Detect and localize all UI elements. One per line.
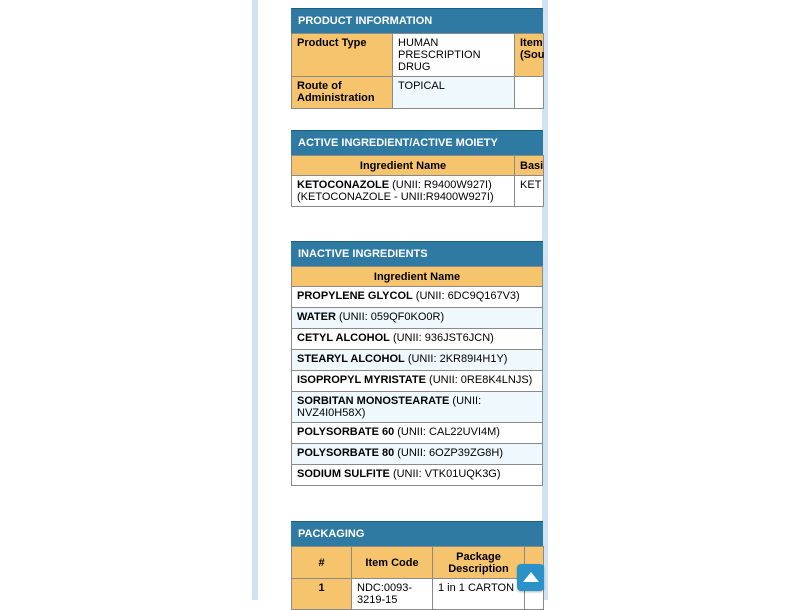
- table-row: [292, 308, 543, 329]
- ingredient-unii: (UNII: 059QF0KO0R): [335, 311, 445, 323]
- triangle-up-icon: [523, 572, 539, 582]
- ingredient-cell: [292, 423, 543, 444]
- ingredient-unii: (UNII: CAL22UVI4M): [394, 426, 500, 438]
- ingredient-name: CETYL ALCOHOL: [297, 332, 390, 344]
- ingredient-unii: (UNII: NVZ4I0H58X): [297, 395, 482, 419]
- route-label: Route of Administration: [292, 77, 393, 109]
- ingredient-unii: (UNII: 0RE8K4LNJS): [425, 374, 533, 386]
- ingredient-unii: (UNII: VTK01UQK3G): [389, 468, 501, 480]
- table-row: [292, 329, 543, 350]
- route-value: TOPICAL: [393, 77, 515, 109]
- section-header: ACTIVE INGREDIENT/ACTIVE MOIETY: [291, 130, 543, 155]
- ingredient-name: POLYSORBATE 80: [297, 447, 395, 459]
- product-type-value: HUMAN PRESCRIPTION DRUG: [393, 34, 515, 77]
- table-row: [292, 444, 543, 465]
- table-row: [292, 465, 543, 486]
- ingredient-unii: (UNII: 936JST6JCN): [389, 332, 494, 344]
- package-description: 1 in 1 CARTON: [433, 579, 525, 610]
- ingredient-unii: (UNII: 2KR89I4H1Y): [404, 353, 508, 365]
- ingredient-name-cell: [292, 176, 515, 207]
- packaging-table: [291, 546, 544, 610]
- table-header-row: [292, 547, 544, 579]
- packaging-section: [291, 521, 543, 610]
- table-row: [292, 392, 543, 423]
- inactive-ingredients-table: [291, 266, 543, 486]
- empty-cell: [515, 77, 544, 109]
- page-content: [258, 0, 545, 606]
- scroll-area[interactable]: [291, 0, 551, 606]
- table-row: [292, 423, 543, 444]
- table-row: [292, 371, 543, 392]
- ingredient-cell: [292, 329, 543, 350]
- column-header: Ingredient Name: [292, 267, 543, 287]
- table-header-row: [292, 267, 543, 287]
- ingredient-cell: [292, 287, 543, 308]
- table-row: [292, 350, 543, 371]
- ingredient-name: ISOPROPYL MYRISTATE: [297, 374, 426, 386]
- basis-cell: KET: [515, 176, 544, 207]
- product-type-label: Product Type: [292, 34, 393, 77]
- table-row: [292, 287, 543, 308]
- column-header: Basi: [515, 156, 544, 176]
- product-information-table: [291, 33, 544, 109]
- ingredient-name: SODIUM SULFITE: [297, 468, 390, 480]
- active-ingredient-section: [291, 130, 543, 207]
- table-row: [292, 34, 544, 77]
- section-header: PACKAGING: [291, 521, 543, 546]
- ingredient-unii: (UNII: 6DC9Q167V3): [412, 290, 520, 302]
- ingredient-cell: [292, 465, 543, 486]
- column-header: Ingredient Name: [292, 156, 515, 176]
- ingredient-cell: [292, 371, 543, 392]
- ingredient-name: STEARYL ALCOHOL: [297, 353, 405, 365]
- inactive-ingredients-section: [291, 241, 543, 486]
- table-row: [292, 176, 544, 207]
- item-code: NDC:0093-3219-15: [352, 579, 433, 610]
- item-code-source-label: Item (Sou: [515, 34, 544, 77]
- ingredient-unii: (UNII: 6OZP39ZG8H): [394, 447, 503, 459]
- column-header: #: [292, 547, 352, 579]
- ingredient-unii: (UNII: R9400W927I) (KETOCONAZOLE - UNII:R9400W927I): [297, 179, 494, 203]
- ingredient-name: KETOCONAZOLE: [297, 179, 390, 191]
- ingredient-cell: [292, 444, 543, 465]
- active-ingredient-table: [291, 155, 544, 207]
- section-header: PRODUCT INFORMATION: [291, 8, 543, 33]
- table-row: [292, 579, 544, 610]
- column-header: Item Code: [352, 547, 433, 579]
- section-header: INACTIVE INGREDIENTS: [291, 241, 543, 266]
- ingredient-name: POLYSORBATE 60: [297, 426, 395, 438]
- scroll-to-top-button[interactable]: [517, 564, 544, 591]
- ingredient-name: WATER: [297, 311, 336, 323]
- ingredient-name: SORBITAN MONOSTEARATE: [297, 395, 450, 407]
- ingredient-cell: [292, 350, 543, 371]
- product-information-section: [291, 8, 543, 109]
- ingredient-cell: [292, 392, 543, 423]
- table-header-row: [292, 156, 544, 176]
- package-number: 1: [292, 579, 352, 610]
- column-header: Package Description: [433, 547, 525, 579]
- ingredient-name: PROPYLENE GLYCOL: [297, 290, 413, 302]
- table-row: [292, 77, 544, 109]
- ingredient-cell: [292, 308, 543, 329]
